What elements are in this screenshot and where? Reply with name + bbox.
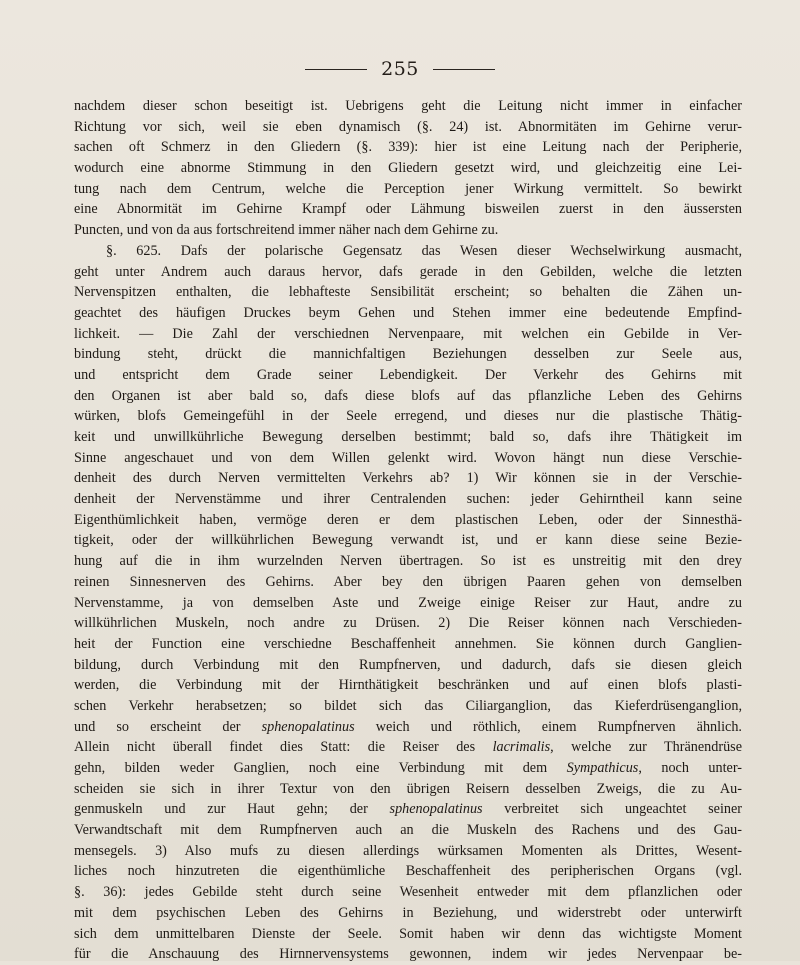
text-segment: Allein nicht überall findet dies Statt: die Reiser des — [74, 739, 493, 756]
text-line: Verwandtschaft mit dem Rumpfnerven auch an die Muskeln des Rachens und des Gau- — [74, 822, 742, 839]
latin-term: sphenopalatinus — [389, 801, 483, 818]
text-line: nachdem dieser schon beseitigt ist. Uebrigens geht die Leitung nicht immer in einfacher — [74, 98, 742, 114]
text-line: wodurch eine abnorme Stimmung in den Gliedern gesetzt wird, und gleichzeitig eine Lei- — [74, 160, 742, 177]
text-line: mit dem psychischen Leben des Gehirns in Beziehung, und widerstrebt oder unterwirft — [74, 904, 742, 921]
text-line: tung nach dem Centrum, welche die Perception jener Wirkung vermittelt. So bewirkt — [74, 180, 742, 197]
text-line: würken, blofs Gemeingefühl in der Seele erregend, und dieses nur die plastische Thätig- — [74, 408, 742, 425]
text-line: bindung steht, drückt die mannichfaltigen Beziehungen desselben zur Seele aus, — [74, 346, 742, 363]
text-line: scheiden sie sich in ihrer Textur von den übrigen Reisern desselben Zweigs, die zu Au- — [74, 780, 742, 797]
text-line: mensegels. 3) Also mufs zu diesen allerdings würksamen Momenten als Drittes, Wesent- — [74, 842, 742, 859]
text-segment: und so erscheint der — [74, 718, 262, 735]
text-line: lichkeit. — Die Zahl der verschiednen Nervenpaare, mit welchen ein Gebilde in Ver- — [74, 325, 742, 342]
latin-term: lacrimalis — [492, 739, 551, 756]
text-segment: gehn, bilden weder Ganglien, noch eine Verbindung mit dem — [74, 760, 567, 776]
text-line: und entspricht dem Grade seiner Lebendigkeit. Der Verkehr des Gehirns mit — [74, 366, 742, 383]
text-line: hung auf die in ihm wurzelnden Nerven übertragen. So ist es unstreitig mit den drey — [74, 553, 742, 570]
text-line: Nervenspitzen enthalten, die lebhafteste Sensibilität erscheint; so behalten die Zähen un- — [74, 284, 742, 301]
text-line: keit und unwillkührliche Bewegung derselben bestimmt; bald so, dafs ihre Thätigkeit im — [74, 429, 742, 445]
text-segment: weich und röthlich, einem Rumpfnerven ähnlich. — [354, 718, 742, 735]
right-header-rule — [433, 69, 495, 70]
text-segment: genmuskeln und zur Haut gehn; der — [74, 801, 390, 818]
text-line: liches noch hinzutreten die eigenthümliche Beschaffenheit des peripherischen Organs (vgl. — [74, 863, 742, 880]
text-line: denheit der Nervenstämme und ihrer Centralenden suchen: jeder Gehirntheil kann seine — [74, 491, 742, 508]
text-line: geachtet des häufigen Druckes beym Gehen und Stehen immer eine bedeutende Empfind- — [74, 304, 742, 321]
text-line: werden, die Verbindung mit der Hirnthätigkeit beschränken und auf einen blofs plasti- — [74, 677, 742, 694]
text-line: Sinne angeschauet und von dem Willen gelenkt wird. Wovon hängt nun diese Verschie- — [74, 449, 742, 466]
text-line — [74, 717, 742, 738]
text-line: heit der Function eine verschiedne Beschaffenheit annehmen. Sie können durch Ganglien- — [74, 635, 742, 652]
section-start-line: §. 625. Dafs der polarische Gegensatz das Wesen dieser Wechselwirkung ausmacht, — [106, 242, 742, 259]
page-header — [0, 58, 800, 80]
text-line: Nervenstamme, ja von demselben Aste und Zweige einige Reiser zur Haut, andre zu — [74, 594, 742, 611]
latin-term: Sympathicus — [566, 760, 639, 776]
text-line: schen Verkehr herabsetzen; so bildet sich das Ciliarganglion, das Kieferdrüsenganglion, — [74, 697, 742, 714]
text-line: für die Anschauung des Hirnnervensystems gewonnen, indem wir jedes Nervenpaar be- — [74, 946, 742, 963]
text-line: Richtung vor sich, weil sie eben dynamisch (§. 24) ist. Abnormitäten im Gehirne verur- — [74, 118, 742, 135]
text-line: eine Abnormität im Gehirne Krampf oder Lähmung bisweilen zuerst in den äussersten — [74, 201, 742, 218]
left-header-rule — [305, 69, 367, 70]
page-number: 255 — [381, 58, 419, 80]
text-line: Eigenthümlichkeit haben, vermöge deren er dem plastischen Leben, oder der Sinnesthä- — [74, 511, 742, 528]
latin-term: sphenopalatinus — [261, 718, 355, 735]
text-line: tigkeit, oder der willkührlichen Bewegung verwandt ist, und er kann diese seine Bezie- — [74, 532, 742, 549]
text-line: willkührlichen Muskeln, noch andre zu Drüsen. 2) Die Reiser können nach Verschieden- — [74, 615, 742, 632]
text-line: Puncten, und von da aus fortschreitend immer näher nach dem Gehirne zu. — [74, 222, 499, 239]
text-line: sachen oft Schmerz in den Gliedern (§. 339): hier ist eine Leitung nach der Peripherie, — [74, 139, 742, 156]
text-line: geht unter Andrem auch daraus hervor, dafs gerade in den Gebilden, welche die letzten — [74, 263, 742, 280]
text-line: bildung, durch Verbindung mit den Rumpfnerven, und dadurch, dafs sie diesen gleich — [74, 656, 742, 673]
text-line — [74, 758, 742, 779]
text-line — [74, 799, 742, 820]
text-line: §. 36): jedes Gebilde steht durch seine Wesenheit entweder mit dem pflanzlichen oder — [74, 884, 742, 901]
text-line: den Organen ist aber bald so, dafs diese blofs auf das pflanzliche Leben des Gehirns — [74, 387, 742, 404]
text-segment: , welche zur Thränendrüse — [550, 739, 742, 756]
body-text — [74, 96, 742, 965]
text-line: denheit des durch Nerven vermittelten Verkehrs ab? 1) Wir können sie in der Verschie- — [74, 470, 742, 487]
text-line: reinen Sinnesnerven des Gehirns. Aber bey den übrigen Paaren gehen von demselben — [74, 573, 742, 590]
text-line: sich dem unmittelbaren Dienste der Seele. Somit haben wir denn das wichtigste Moment — [74, 925, 742, 942]
text-segment: verbreitet sich ungeachtet seiner — [482, 801, 742, 818]
text-line — [74, 737, 742, 758]
text-segment: , noch unter- — [638, 760, 742, 776]
